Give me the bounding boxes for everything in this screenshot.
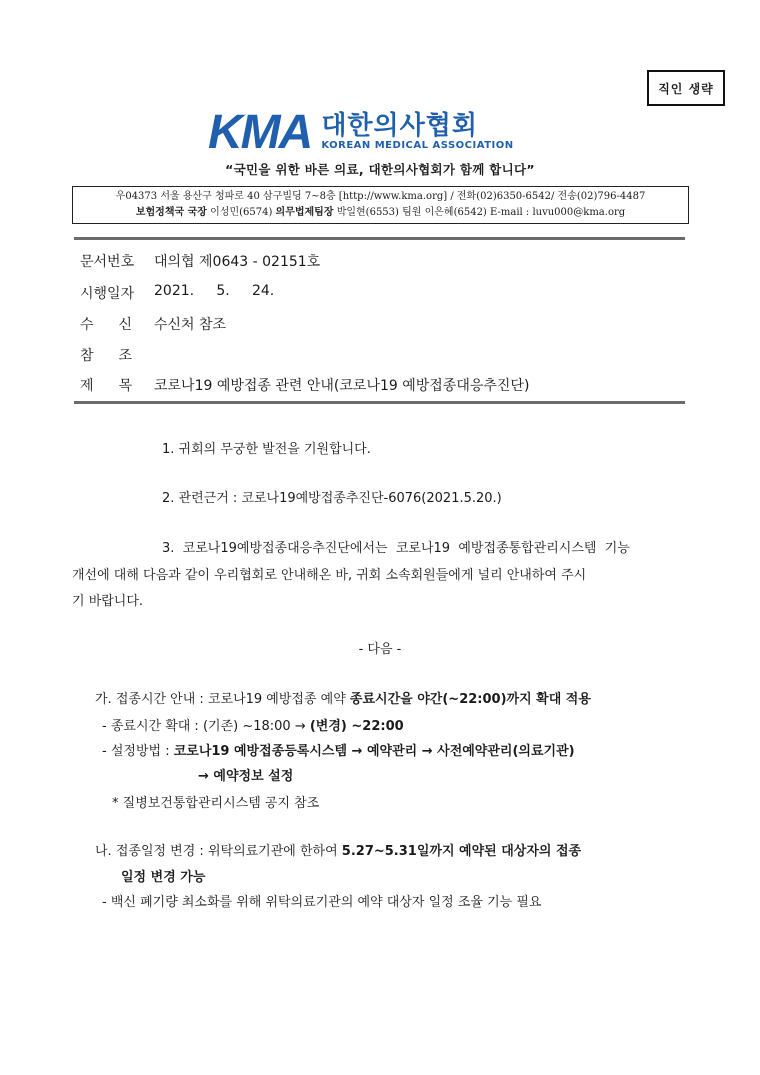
- recipient-row: [80, 314, 226, 334]
- item-ga-sub-2-text: - 설정방법 :: [102, 744, 174, 759]
- staff-names-email: 박일현(6553) 팀원 이은혜(6542) E-mail : luvu000@kma.org: [333, 207, 626, 218]
- kma-logo: [208, 106, 514, 159]
- staff-title-2: 의무법제팀장: [275, 207, 334, 218]
- logo-korean-name: 대한의사협회: [321, 111, 479, 141]
- paragraph-3-line-1: 3. 코로나19예방접종대응추진단에서는 코로나19 예방접종통합관리시스템 기능: [162, 541, 630, 556]
- recipient-value: 수신처 참조: [154, 317, 227, 333]
- item-ga-sub-2-highlight: 코로나19 예방접종등록시스템 → 예약관리 → 사전예약관리(의료기관): [173, 744, 575, 759]
- doc-number-row: [80, 251, 320, 271]
- subject-value: 코로나19 예방접종 관련 안내(코로나19 예방접종대응추진단): [154, 378, 530, 394]
- following-divider: - 다음 -: [358, 642, 402, 657]
- item-na-continued: 일정 변경 가능: [121, 870, 206, 885]
- logo-english-name: KOREAN MEDICAL ASSOCIATION: [321, 140, 514, 151]
- reference-label: 참 조: [80, 348, 132, 364]
- recipient-label: 수 신: [80, 317, 132, 333]
- staff-line: [73, 205, 688, 221]
- item-ga-highlight: 종료시간을 야간(~22:00)까지 확대 적용: [349, 692, 591, 707]
- item-ga-sub-2-continued: → 예약정보 설정: [198, 769, 294, 784]
- reference-row: [80, 345, 154, 365]
- date-row: [80, 283, 274, 303]
- doc-number-label: 문서번호: [80, 254, 135, 270]
- date-label: 시행일자: [80, 286, 135, 302]
- item-ga-note: * 질병보건통합관리시스템 공지 참조: [112, 796, 320, 811]
- staff-title-1: 보험정책국 국장: [135, 207, 207, 218]
- item-na: [95, 840, 581, 859]
- paragraph-3-line-2: 개선에 대해 다음과 같이 우리협회로 안내해온 바, 귀회 소속회원들에게 널리 안내하여 주시: [72, 568, 587, 583]
- item-ga-sub-1-text: - 종료시간 확대 : (기존) ~18:00 →: [102, 719, 310, 734]
- doc-number-value: 대의협 제0643 - 02151호: [154, 254, 321, 270]
- item-ga-sub-1: [102, 715, 404, 734]
- paragraph-1: 1. 귀회의 무궁한 발전을 기원합니다.: [162, 442, 371, 457]
- slogan: “국민을 위한 바른 의료, 대한의사협회가 함께 합니다”: [225, 162, 535, 177]
- subject-row: [80, 375, 529, 395]
- item-na-highlight: 5.27~5.31일까지 예약된 대상자의 접종: [341, 844, 582, 859]
- staff-name-1: 이성민(6574): [206, 207, 276, 218]
- item-ga-sub-2: [102, 740, 575, 759]
- item-na-sub: - 백신 폐기량 최소화를 위해 위탁의료기관의 예약 대상자 일정 조율 기능 필요: [102, 895, 542, 910]
- item-ga-text: 가. 접종시간 안내 : 코로나19 예방접종 예약: [95, 692, 350, 707]
- logo-text: [321, 113, 513, 153]
- date-value: 2021. 5. 24.: [154, 283, 275, 299]
- contact-info-box: [72, 186, 689, 224]
- header-divider-top: [74, 237, 685, 240]
- paragraph-2: 2. 관련근거 : 코로나19예방접종추진단-6076(2021.5.20.): [162, 491, 502, 506]
- address-line: 우04373 서울 용산구 청파로 40 삼구빌딩 7~8층 [http://www.kma.org] / 전화(02)6350-6542/ 전송(02)796-4487: [115, 191, 646, 202]
- paragraph-3-line-3: 기 바랍니다.: [72, 594, 144, 609]
- omitted-seal-stamp: 직인 생략: [647, 70, 725, 106]
- header-divider-bottom: [74, 401, 685, 404]
- item-na-text: 나. 접종일정 변경 : 위탁의료기관에 한하여: [95, 844, 342, 859]
- logo-mark: KMA: [208, 106, 312, 159]
- item-ga: [95, 688, 591, 707]
- subject-label: 제 목: [80, 378, 132, 394]
- item-ga-sub-1-highlight: (변경) ~22:00: [309, 719, 404, 734]
